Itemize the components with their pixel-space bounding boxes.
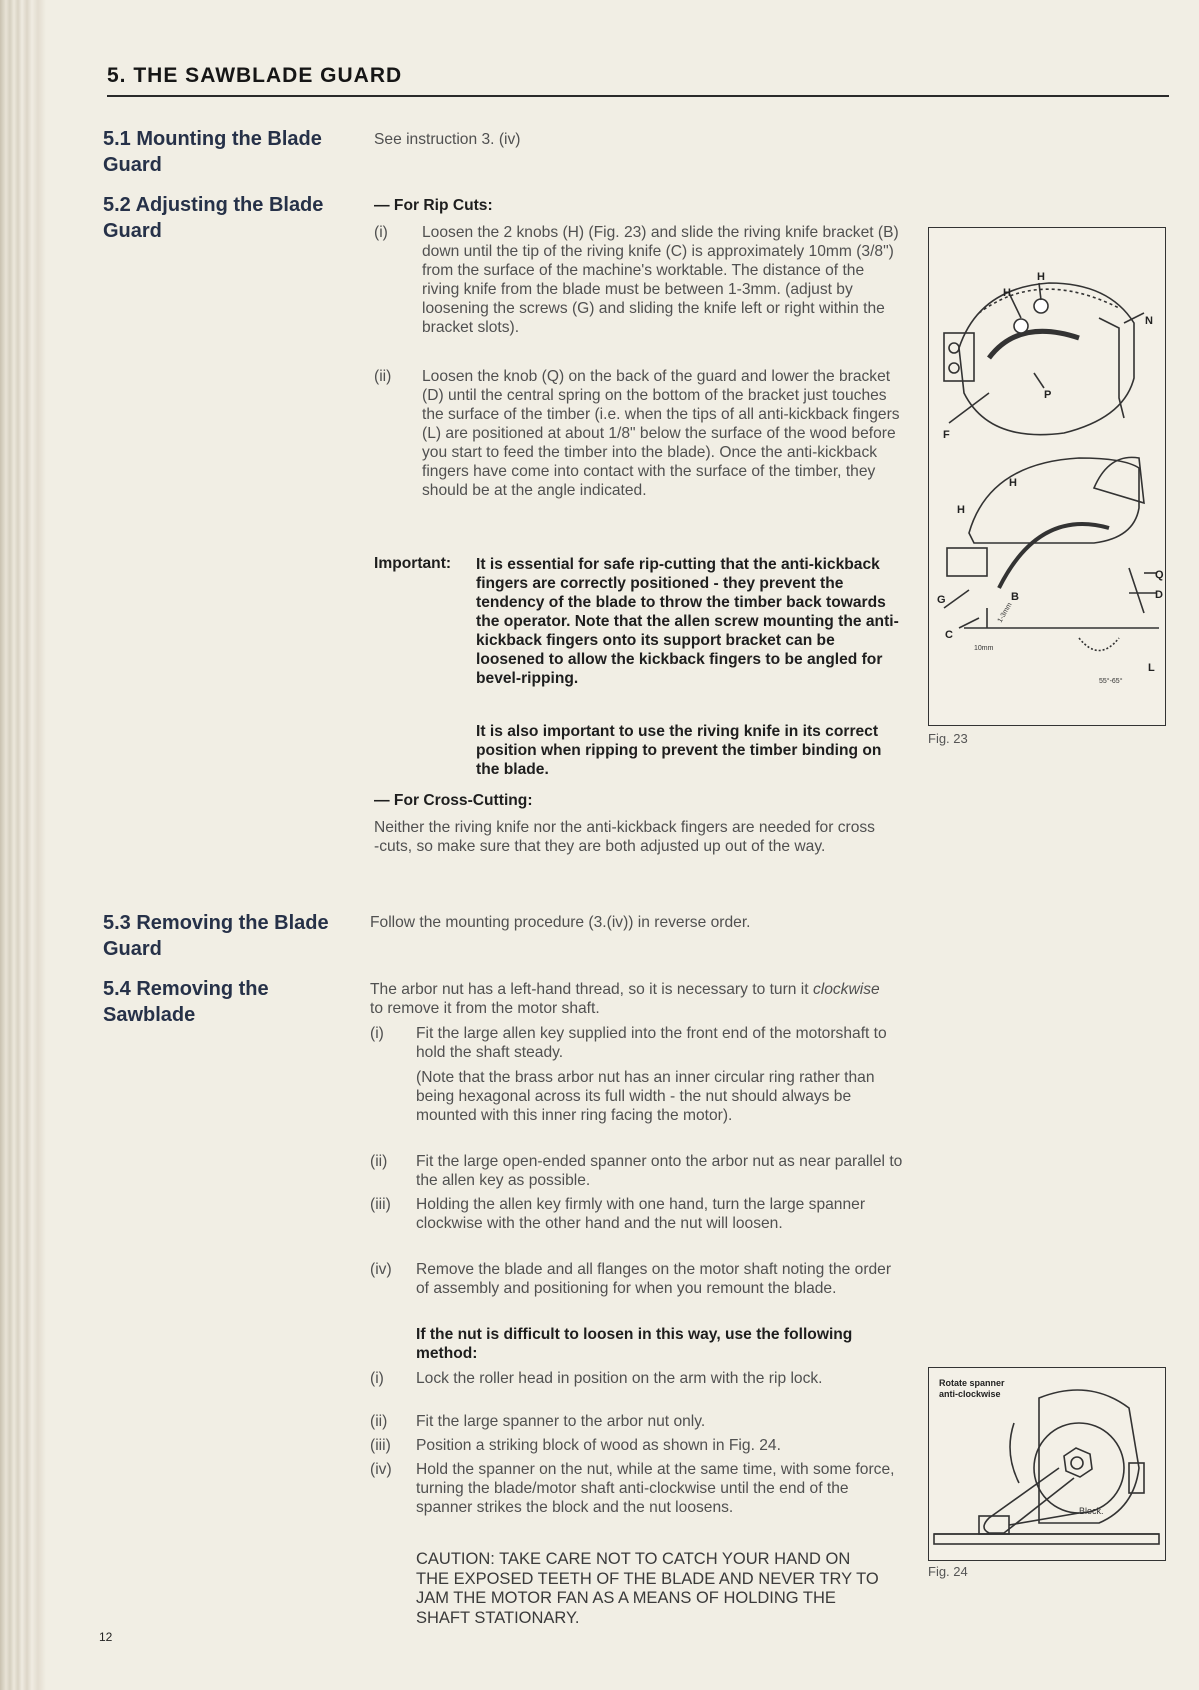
figure-23-caption: Fig. 23 [928,731,968,746]
rotation-arrow [1010,1423,1019,1483]
intro-emphasis: clockwise [812,981,880,998]
angle-arc [1079,638,1119,651]
step-num: (iv) [370,1261,392,1278]
step-text: Fit the large open-ended spanner onto the arbor nut as near parallel to the allen key as possible. [416,1153,903,1189]
page-title: 5. THE SAWBLADE GUARD [107,64,403,87]
page-number: 12 [99,1630,113,1644]
difficult-nut-note: If the nut is difficult to loosen in this way, use the following method: [416,1326,853,1362]
method-text: Fit the large spanner to the arbor nut only. [416,1413,706,1430]
leader-f [949,393,989,423]
finger-l [1129,568,1144,613]
label-n: N [1145,315,1153,327]
guard-outline [1039,1390,1139,1523]
label-c: C [945,629,953,641]
step-note: (Note that the brass arbor nut has an inner circular ring rather than being hexagonal across its full width - the nut should always be mounted with this inner ring facing the motor). [416,1069,875,1124]
rotate-label-1: Rotate spanner [939,1378,1005,1388]
cross-cutting-title: — For Cross-Cutting: [374,792,533,809]
label-p: P [1044,389,1052,401]
arbor-nut-ring [1071,1457,1083,1469]
rip-item-text: Loosen the knob (Q) on the back of the guard and lower the bracket (D) until the central spring on the bottom of the bracket just touches the surface of the timber (i.e. when the tips of all anti-kickback fingers (L) are positioned at about 1/8" below the surface of the wood before you start to feed the timber into the blade). Once the anti-kickback fingers have come into contact with the surface of the timber, they should be at the angle indicated. [422,368,900,499]
leader-c [959,618,979,628]
riving-bracket [947,548,987,576]
rip-item-text: Loosen the 2 knobs (H) (Fig. 23) and slide the riving knife bracket (B) down until the tip of the riving knife (C) is approximately 10mm (3/8") from the surface of the machine's worktable. The distance of the riving knife from the blade must be between 1-3mm. (adjust by loosening the screws (G) and sliding the knife left or right within the bracket slots). [422,224,899,336]
arbor-nut-hex [1064,1448,1092,1477]
intro-text-a: The arbor nut has a left-hand thread, so it is necessary to turn it [370,981,809,998]
method-num: (ii) [370,1413,388,1430]
rip-item-num: (i) [374,224,388,241]
important-note-1: It is essential for safe rip-cutting that the anti-kickback fingers are correctly positioned - they prevent the tendency of the blade to throw the timber back towards the operator. Note that the allen screw mounting the anti-kickback fingers onto its support bracket can be loosened to allow the kickback fingers to be angled for bevel-ripping. [476,556,899,687]
leader-h2 [1039,283,1041,300]
method-text: Lock the roller head in position on the arm with the rip lock. [416,1370,823,1387]
block-label: Block. [1079,1506,1104,1516]
figure-23 [928,227,1166,726]
section-5-1-heading: 5.1 Mounting the Blade Guard [103,128,322,176]
step-text: Fit the large allen key supplied into the front end of the motorshaft to hold the shaft steady. [416,1025,887,1061]
label-l: L [1148,662,1155,674]
rip-cuts-title: — For Rip Cuts: [374,197,493,214]
step-num: (ii) [370,1153,388,1170]
important-note-2: It is also important to use the riving knife in its correct position when ripping to prevent the timber binding on the blade. [476,723,882,778]
figure-23-drawing [929,228,1165,725]
knob-g-1 [949,343,959,353]
label-d: D [1155,589,1163,601]
figure-24-drawing [929,1368,1165,1560]
knob-h-1 [1014,319,1028,333]
knob-h-2 [1034,299,1048,313]
label-h: H [1003,287,1011,299]
rotate-label-2: anti-clockwise [939,1389,1001,1399]
method-num: (i) [370,1370,384,1387]
blade-arc [989,331,1079,358]
dust-hood [1094,457,1144,503]
label-b: B [1011,591,1019,603]
label-10mm: 10mm [974,645,994,652]
method-num: (iii) [370,1437,391,1454]
label-h: H [1037,271,1045,283]
label-h: H [1009,477,1017,489]
caution-note: CAUTION: TAKE CARE NOT TO CATCH YOUR HAND ON THE EXPOSED TEETH OF THE BLADE AND NEVER TRY TO JAM THE MOTOR FAN AS A MEANS OF HOLDING THE SHAFT STATIONARY. [416,1550,879,1627]
intro-text-b: to remove it from the motor shaft. [370,1000,600,1017]
section-5-4-intro [370,980,890,1018]
section-5-3-heading: 5.3 Removing the Blade Guard [103,912,329,960]
section-5-2-heading: 5.2 Adjusting the Blade Guard [103,194,324,242]
method-text: Position a striking block of wood as shown in Fig. 24. [416,1437,781,1454]
rip-item-num: (ii) [374,368,392,385]
important-label: Important: [374,555,452,572]
table-edge [934,1534,1159,1544]
bracket-plate [944,333,974,381]
section-5-1-body: See instruction 3. (iv) [374,131,521,148]
leader-g [944,590,969,608]
label-gap: 1-3mm [996,601,1014,624]
blade-edge-side [999,524,1109,588]
step-num: (iii) [370,1196,391,1213]
step-text: Remove the blade and all flanges on the motor shaft noting the order of assembly and positioning for when you remount the blade. [416,1261,892,1297]
label-h: H [957,504,965,516]
section-5-4-heading: 5.4 Removing the Sawblade [103,978,269,1026]
leader-p [1034,373,1044,388]
section-5-3-body: Follow the mounting procedure (3.(iv)) in reverse order. [370,914,751,931]
figure-24 [928,1367,1166,1561]
method-num: (iv) [370,1461,392,1478]
step-num: (i) [370,1025,384,1042]
knob-g-2 [949,363,959,373]
label-f: F [943,429,950,441]
cross-cutting-text: Neither the riving knife nor the anti-kickback fingers are needed for cross -cuts, so make sure that they are both adjusted up out of the way. [374,819,875,855]
label-g: G [937,594,946,606]
figure-24-caption: Fig. 24 [928,1564,968,1579]
step-text: Holding the allen key firmly with one hand, turn the large spanner clockwise with the other hand and the nut will loosen. [416,1196,866,1232]
label-angle: 55°-65° [1099,678,1123,685]
label-q: Q [1155,569,1164,581]
method-text: Hold the spanner on the nut, while at the same time, with some force, turning the blade/motor shaft anti-clockwise until the end of the spanner strikes the block and the nut loosens. [416,1461,895,1516]
spring-fingers [1099,318,1124,418]
title-rule [107,95,1169,97]
